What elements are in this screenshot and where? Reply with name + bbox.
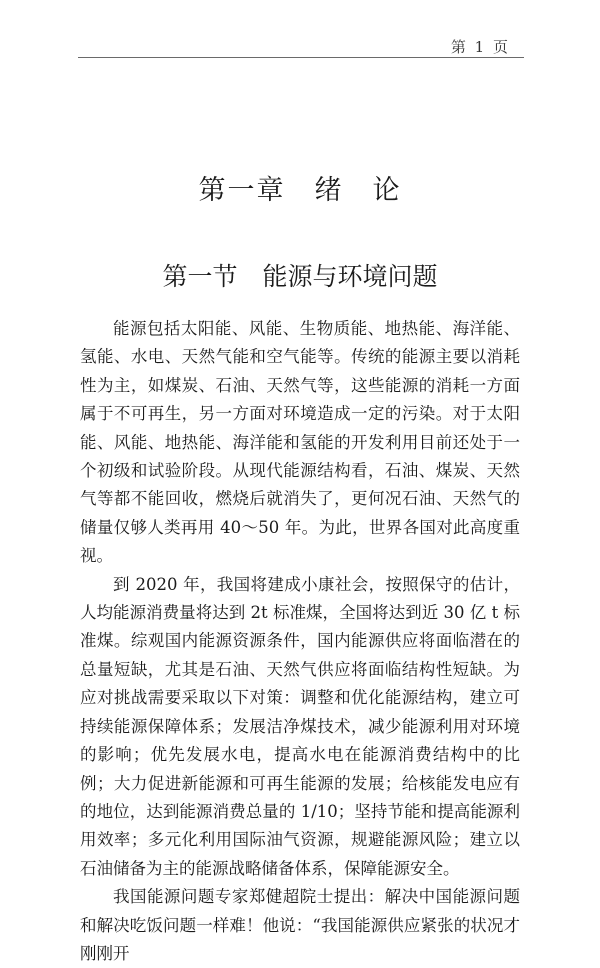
chapter-title: 第一章 绪 论 [198,175,402,206]
body-text [80,315,520,968]
header-rule [78,57,524,58]
page-number: 第 1 页 [450,38,510,56]
section-title: 第一节 能源与环境问题 [162,262,438,291]
paragraph-2020-strategy: 到 2020 年，我国将建成小康社会，按照保守的估计，人均能源消费量将达到 2t 标准煤，全国将达到近 30 亿 t 标准煤。综观国内能源资源条件，国内能源供应将面临潜在的总量短缺，尤其是石油、天然气供应将面临结构性短缺。为应对挑战需要采取以下对策：调整和优化能源结构，建立可持续能源保障体系；发展洁净煤技术，减少能源利用对环境的影响；优先发展水电，提高水电在能源消费结构中的比例；大力促进新能源和可再生能源的发展；给核能发电应有的地位，达到能源消费总量的 1/10；坚持节能和提高能源利用效率；多元化利用国际油气资源，规避能源风险；建立以石油储备为主的能源战略储备体系，保障能源安全。 [80,574,520,878]
paragraph-expert-quote: 我国能源问题专家郑健超院士提出：解决中国能源问题和解决吃饭问题一样难！他说：“我国能源供应紧张的状况才刚刚开 [80,887,520,963]
page-header [78,28,524,58]
paragraph-energy-types: 能源包括太阳能、风能、生物质能、地热能、海洋能、氢能、水电、天然气能和空气能等。传统的能源主要以消耗性为主，如煤炭、石油、天然气等，这些能源的消耗一方面属于不可再生，另一方面对环境造成一定的污染。对于太阳能、风能、地热能、海洋能和氢能的开发利用目前还处于一个初级和试验阶段。从现代能源结构看，石油、煤炭、天然气等都不能回收，燃烧后就消失了，更何况石油、天然气的储量仅够人类再用 40～50 年。为此，世界各国对此高度重视。 [80,319,520,566]
